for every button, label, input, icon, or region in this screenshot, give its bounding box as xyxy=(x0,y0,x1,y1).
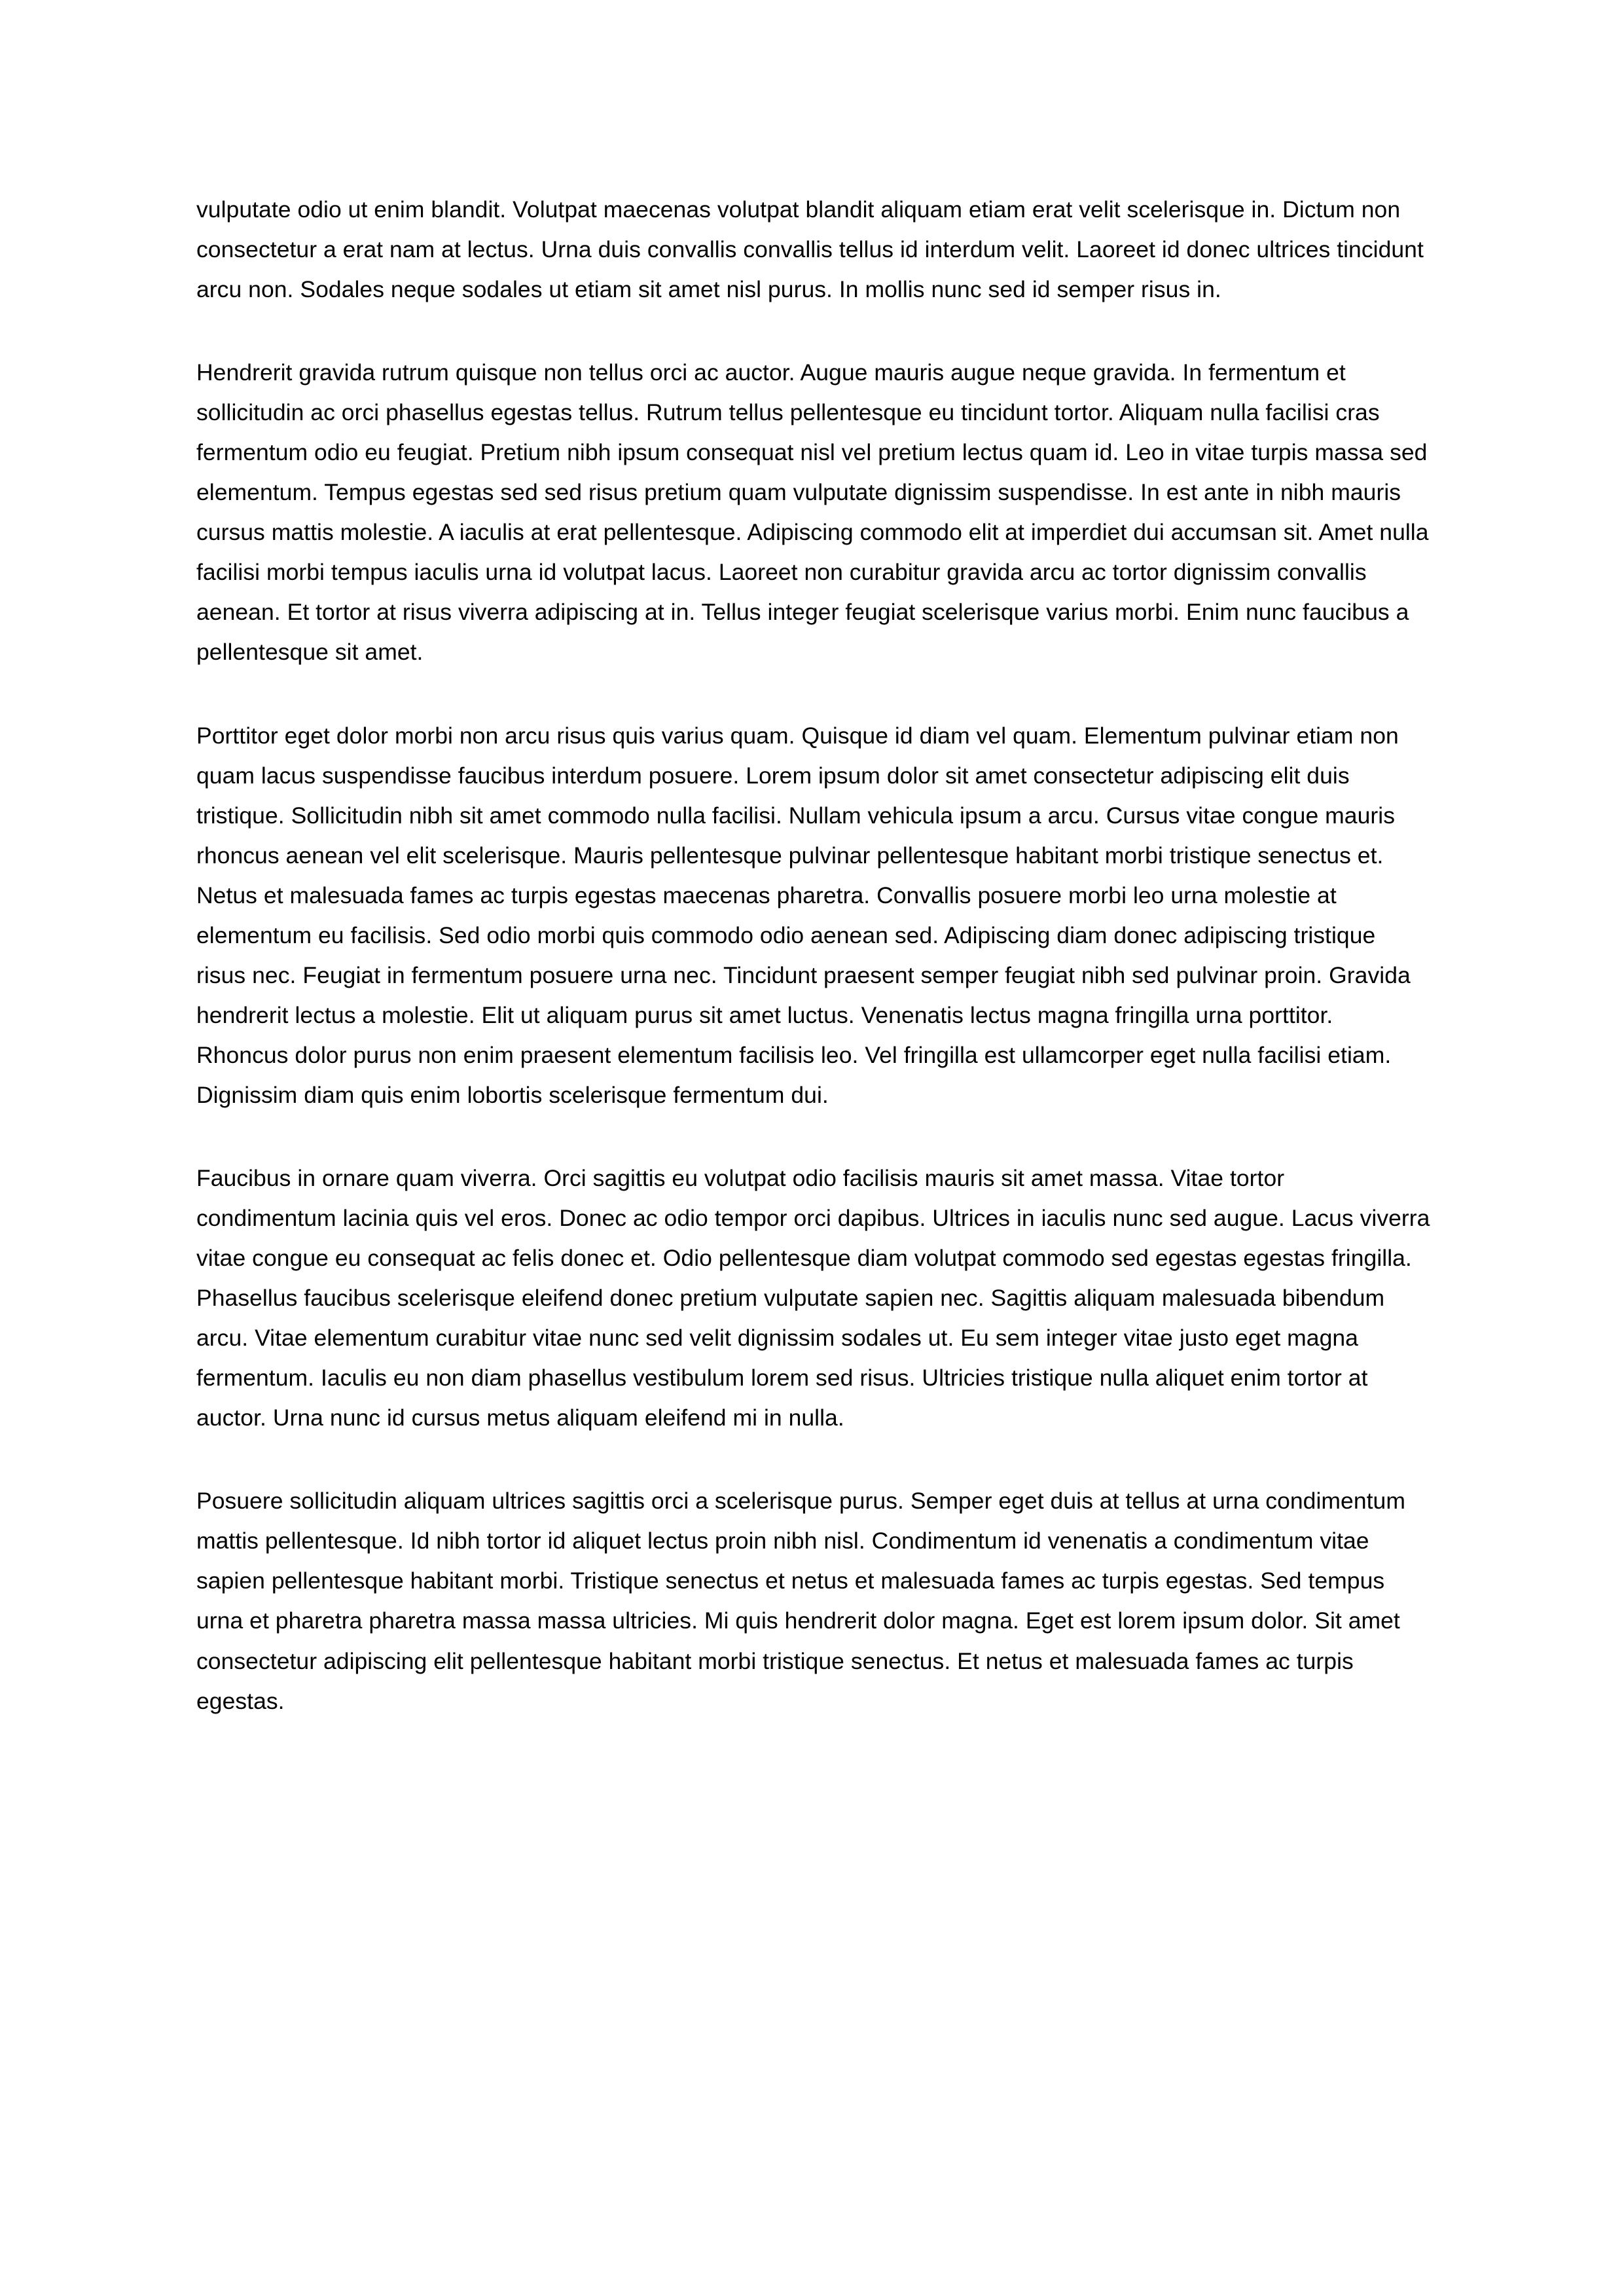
paragraph: Posuere sollicitudin aliquam ultrices sagittis orci a scelerisque purus. Semper eget duis at tellus at urna condimentum mattis pellentesque. Id nibh tortor id aliquet lectus proin nibh nisl. Condimentum id venenatis a condimentum vitae sapien pellentesque habitant morbi. Tristique senectus et netus et malesuada fames ac turpis egestas. Sed tempus urna et pharetra pharetra massa massa ultricies. Mi quis hendrerit dolor magna. Eget est lorem ipsum dolor. Sit amet consectetur adipiscing elit pellentesque habitant morbi tristique senectus. Et netus et malesuada fames ac turpis egestas. xyxy=(196,1488,1405,1714)
paragraph: Hendrerit gravida rutrum quisque non tellus orci ac auctor. Augue mauris augue neque gravida. In fermentum et sollicitudin ac orci phasellus egestas tellus. Rutrum tellus pellentesque eu tincidunt tortor. Aliquam nulla facilisi cras fermentum odio eu feugiat. Pretium nibh ipsum consequat nisl vel pretium lectus quam id. Leo in vitae turpis massa sed elementum. Tempus egestas sed sed risus pretium quam vulputate dignissim suspendisse. In est ante in nibh mauris cursus mattis molestie. A iaculis at erat pellentesque. Adipiscing commodo elit at imperdiet dui accumsan sit. Amet nulla facilisi morbi tempus iaculis urna id volutpat lacus. Laoreet non curabitur gravida arcu ac tortor dignissim convallis aenean. Et tortor at risus viverra adipiscing at in. Tellus integer feugiat scelerisque varius morbi. Enim nunc faucibus a pellentesque sit amet. xyxy=(196,359,1429,666)
paragraph: Faucibus in ornare quam viverra. Orci sagittis eu volutpat odio facilisis mauris sit amet massa. Vitae tortor condimentum lacinia quis vel eros. Donec ac odio tempor orci dapibus. Ultrices in iaculis nunc sed augue. Lacus viverra vitae congue eu consequat ac felis donec et. Odio pellentesque diam volutpat commodo sed egestas egestas fringilla. Phasellus faucibus scelerisque eleifend donec pretium vulputate sapien nec. Sagittis aliquam malesuada bibendum arcu. Vitae elementum curabitur vitae nunc sed velit dignissim sodales ut. Eu sem integer vitae justo eget magna fermentum. Iaculis eu non diam phasellus vestibulum lorem sed risus. Ultricies tristique nulla aliquet enim tortor at auctor. Urna nunc id cursus metus aliquam eleifend mi in nulla. xyxy=(196,1164,1430,1431)
paragraph: Porttitor eget dolor morbi non arcu risus quis varius quam. Quisque id diam vel quam. Elementum pulvinar etiam non quam lacus suspendisse faucibus interdum posuere. Lorem ipsum dolor sit amet consectetur adipiscing elit duis tristique. Sollicitudin nibh sit amet commodo nulla facilisi. Nullam vehicula ipsum a arcu. Cursus vitae congue mauris rhoncus aenean vel elit scelerisque. Mauris pellentesque pulvinar pellentesque habitant morbi tristique senectus et. Netus et malesuada fames ac turpis egestas maecenas pharetra. Convallis posuere morbi leo urna molestie at elementum eu facilisis. Sed odio morbi quis commodo odio aenean sed. Adipiscing diam donec adipiscing tristique risus nec. Feugiat in fermentum posuere urna nec. Tincidunt praesent semper feugiat nibh sed pulvinar proin. Gravida hendrerit lectus a molestie. Elit ut aliquam purus sit amet luctus. Venenatis lectus magna fringilla urna porttitor. Rhoncus dolor purus non enim praesent elementum facilisis leo. Vel fringilla est ullamcorper eget nulla facilisi etiam. Dignissim diam quis enim lobortis scelerisque fermentum dui. xyxy=(196,722,1411,1108)
paragraph: vulputate odio ut enim blandit. Volutpat maecenas volutpat blandit aliquam etiam erat velit scelerisque in. Dictum non consectetur a erat nam at lectus. Urna duis convallis convallis tellus id interdum velit. Laoreet id donec ultrices tincidunt arcu non. Sodales neque sodales ut etiam sit amet nisl purus. In mollis nunc sed id semper risus in. xyxy=(196,196,1424,303)
document-body xyxy=(196,190,1430,1721)
